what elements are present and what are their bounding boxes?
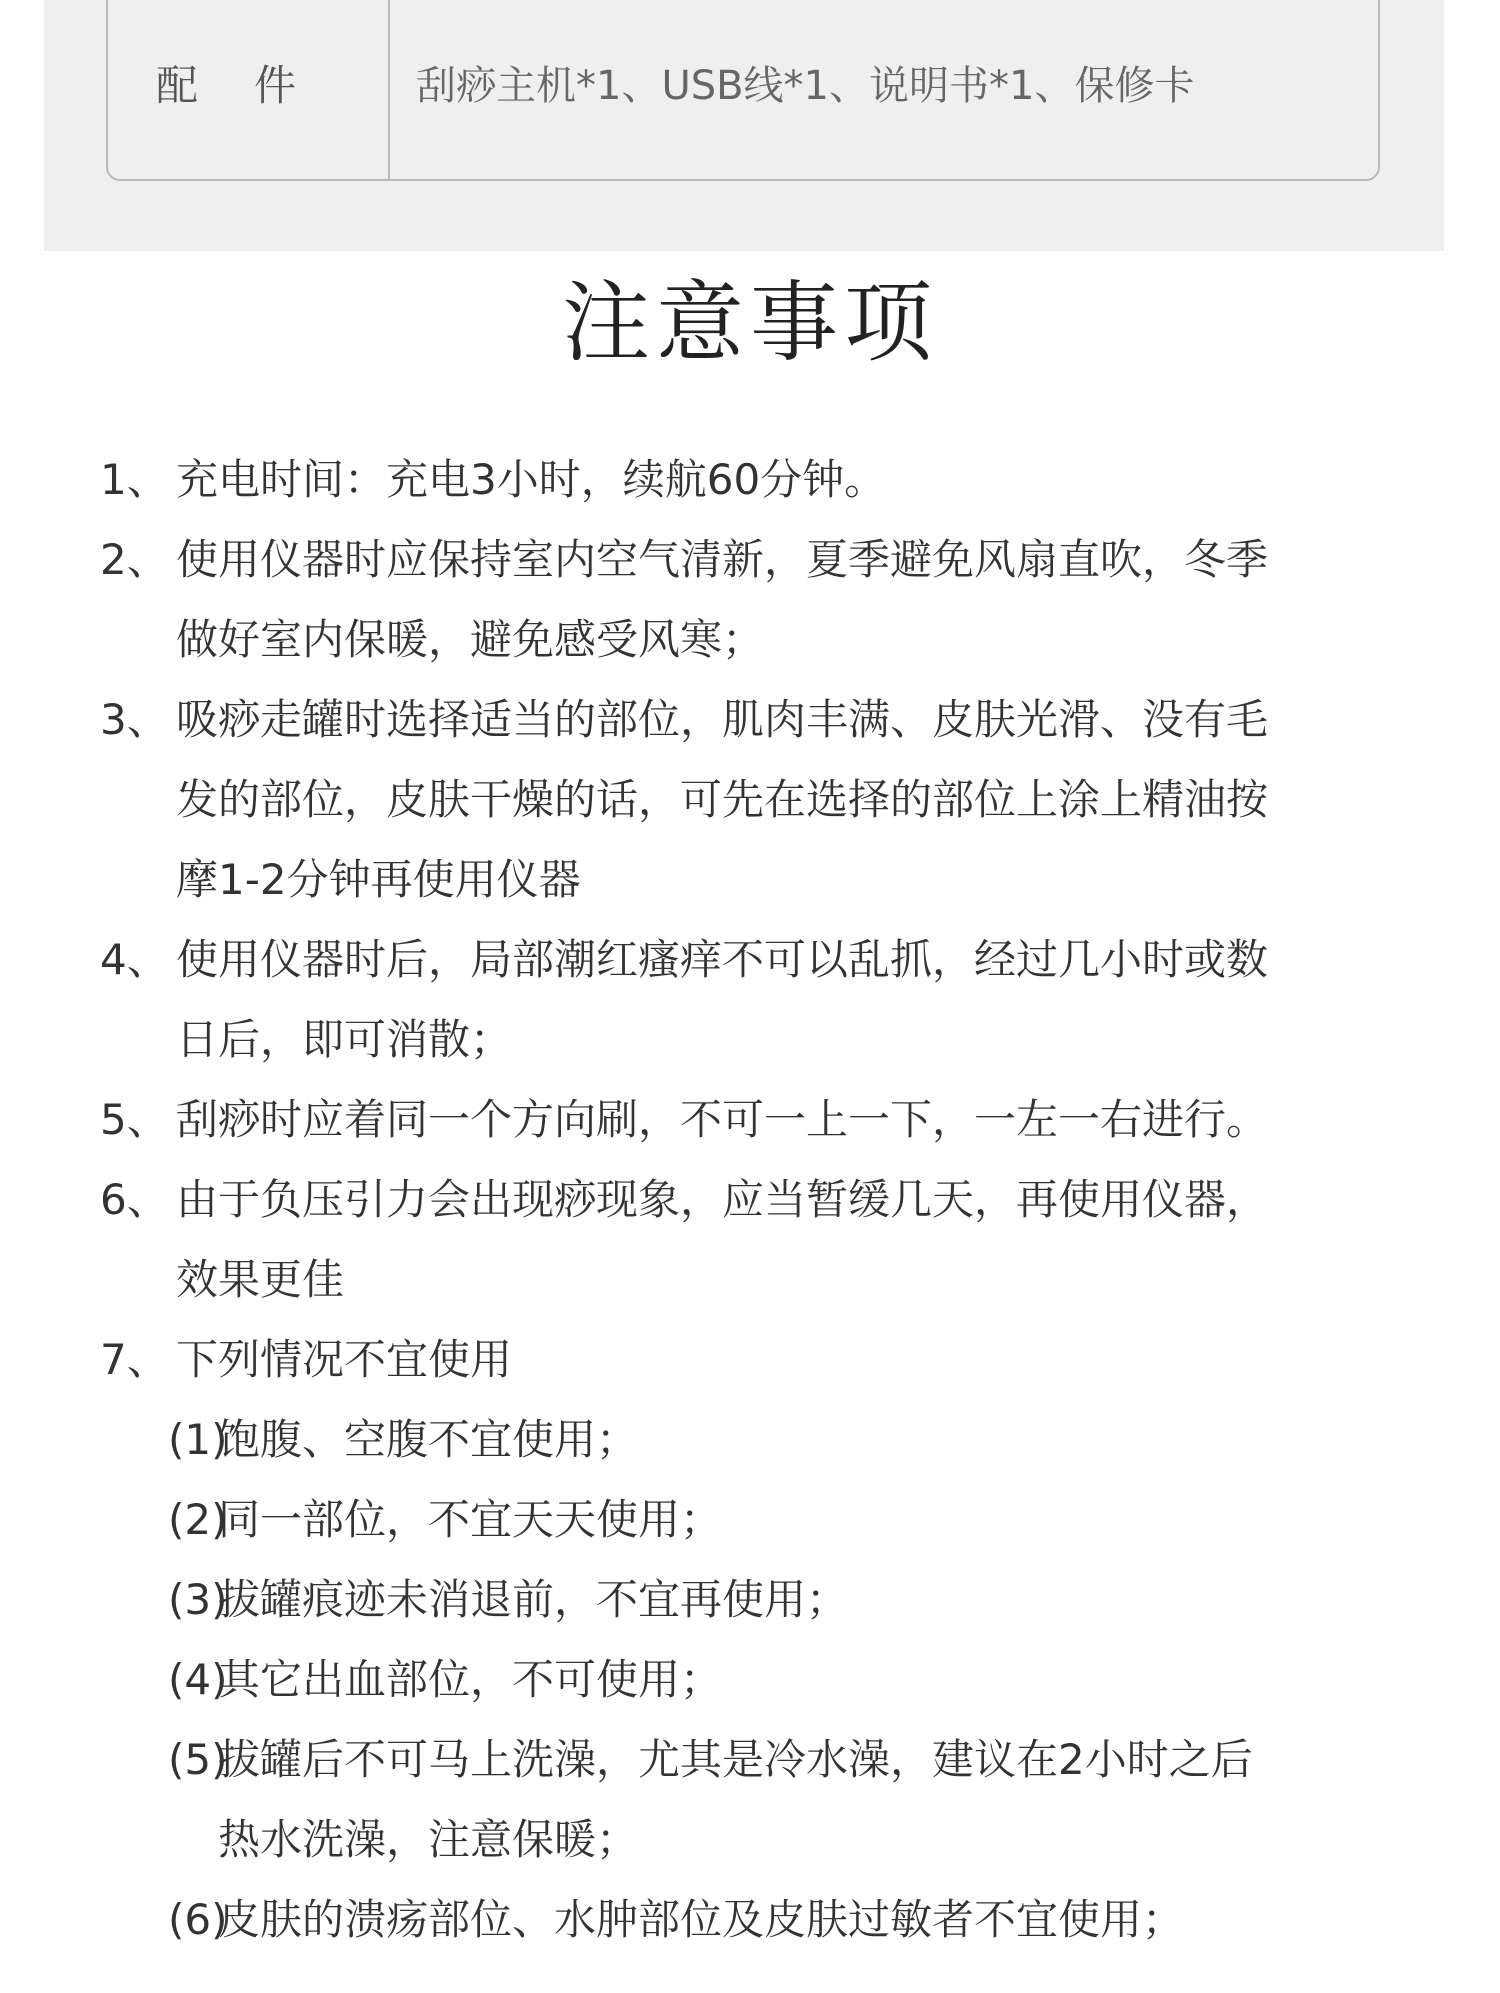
sub-item-6 [100,1880,1400,1960]
note-text: 下列情况不宜使用 [176,1335,513,1384]
note-text: 发的部位，皮肤干燥的话，可先在选择的部位上涂上精油按 [176,775,1269,824]
sub-item-text: 拔罐后不可马上洗澡，尤其是冷水澡，建议在2小时之后 [218,1735,1253,1784]
sub-item-text: 皮肤的溃疡部位、水肿部位及皮肤过敏者不宜使用； [218,1895,1185,1944]
sub-item-4 [100,1640,1400,1720]
note-item-7 [100,1320,1400,1400]
sub-item-1 [100,1400,1400,1480]
sub-item-number: (1) [168,1415,228,1464]
note-number: 7、 [100,1335,169,1384]
note-number: 1、 [100,455,169,504]
note-item-1 [100,440,1400,520]
note-item-4 [100,920,1400,1080]
note-text: 使用仪器时后，局部潮红瘙痒不可以乱抓，经过几小时或数 [176,935,1269,984]
sub-item-number: (5) [168,1735,228,1784]
sub-item-2 [100,1480,1400,1560]
note-number: 6、 [100,1175,169,1224]
sub-item-number: (6) [168,1895,228,1944]
note-text: 摩1-2分钟再使用仪器 [176,855,581,904]
note-text: 刮痧时应着同一个方向刷，不可一上一下，一左一右进行。 [176,1095,1269,1144]
note-text: 充电时间：充电3小时，续航60分钟。 [176,455,887,504]
note-item-6 [100,1160,1400,1320]
note-number: 3、 [100,695,169,744]
sub-item-text: 热水洗澡，注意保暖； [218,1815,639,1864]
note-number: 5、 [100,1095,169,1144]
spec-label-accessories: 配件 [156,61,353,110]
sub-item-5 [100,1720,1400,1880]
note-item-5 [100,1080,1400,1160]
note-text: 做好室内保暖，避免感受风寒； [176,615,765,664]
sub-item-3 [100,1560,1400,1640]
note-text: 吸痧走罐时选择适当的部位，肌肉丰满、皮肤光滑、没有毛 [176,695,1269,744]
page-title: 注意事项 [561,271,938,374]
sub-item-number: (2) [168,1495,228,1544]
note-number: 4、 [100,935,169,984]
spec-value-accessories: 刮痧主机*1、USB线*1、说明书*1、保修卡 [416,63,1195,109]
spec-table [106,0,1380,181]
note-item-3 [100,680,1400,920]
sub-item-text: 同一部位，不宜天天使用； [218,1495,723,1544]
note-text: 效果更佳 [176,1255,345,1304]
table-divider [388,0,390,179]
sub-item-text: 其它出血部位，不可使用； [218,1655,723,1704]
sub-item-text: 饱腹、空腹不宜使用； [218,1415,639,1464]
note-number: 2、 [100,535,169,584]
sub-item-text: 拔罐痕迹未消退前，不宜再使用； [218,1575,849,1624]
notes-list [100,440,1400,1960]
note-text: 由于负压引力会出现痧现象，应当暂缓几天，再使用仪器， [176,1175,1269,1224]
note-item-2 [100,520,1400,680]
note-text: 日后，即可消散； [176,1015,513,1064]
sub-item-number: (4) [168,1655,228,1704]
sub-item-number: (3) [168,1575,228,1624]
note-text: 使用仪器时应保持室内空气清新，夏季避免风扇直吹，冬季 [176,535,1269,584]
